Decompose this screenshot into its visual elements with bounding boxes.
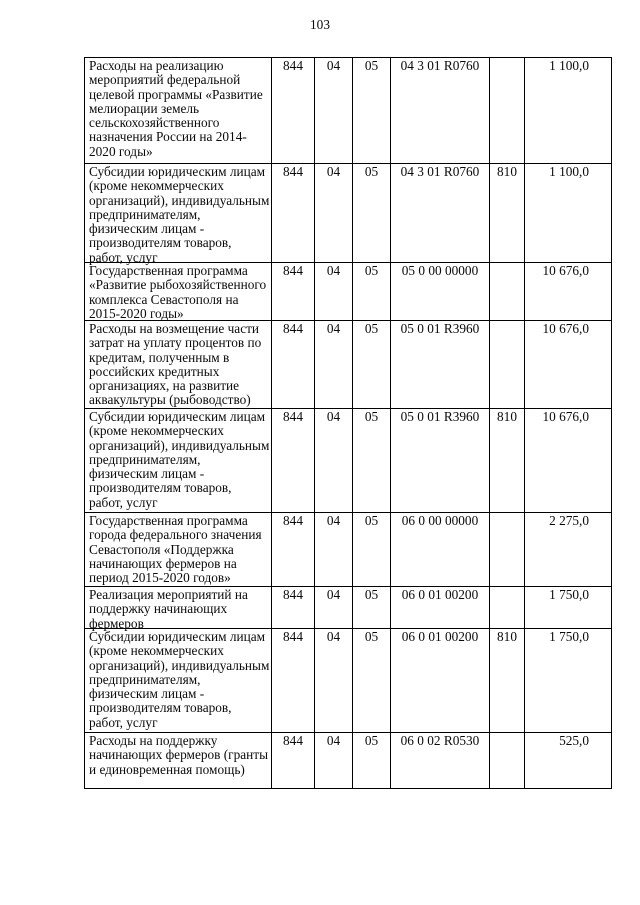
expense-type-code: 810 <box>490 409 525 512</box>
amount: 2 275,0 <box>525 513 612 586</box>
amount: 1 100,0 <box>525 58 612 163</box>
expense-type-code <box>490 587 525 628</box>
row-name: Расходы на поддержку начинающих фермеров (гранты и единовременная помощь) <box>85 733 272 788</box>
subsection-code: 05 <box>353 164 391 262</box>
subsection-code: 05 <box>353 587 391 628</box>
subsection-code: 05 <box>353 513 391 586</box>
expense-type-code <box>490 733 525 788</box>
target-article-code: 06 0 02 R0530 <box>391 733 490 788</box>
subsection-code: 05 <box>353 733 391 788</box>
ministry-code: 844 <box>272 587 315 628</box>
row-name: Субсидии юридическим лицам (кроме некоммерческих организаций), индивидуальным предпринимателям, физическим лицам - производителям товаров, работ, услуг <box>85 409 272 512</box>
amount: 10 676,0 <box>525 321 612 408</box>
amount: 10 676,0 <box>525 263 612 320</box>
table-row <box>85 513 612 587</box>
expense-type-code <box>490 321 525 408</box>
page-number: 103 <box>310 17 330 32</box>
section-code: 04 <box>315 513 353 586</box>
subsection-code: 05 <box>353 263 391 320</box>
target-article-code: 05 0 01 R3960 <box>391 409 490 512</box>
subsection-code: 05 <box>353 58 391 163</box>
ministry-code: 844 <box>272 409 315 512</box>
expense-type-code: 810 <box>490 164 525 262</box>
row-name: Государственная программа города федерального значения Севастополя «Поддержка начинающих фермеров на период 2015-2020 годов» <box>85 513 272 586</box>
ministry-code: 844 <box>272 58 315 163</box>
target-article-code: 05 0 00 00000 <box>391 263 490 320</box>
ministry-code: 844 <box>272 263 315 320</box>
section-code: 04 <box>315 321 353 408</box>
ministry-code: 844 <box>272 164 315 262</box>
table-row <box>85 263 612 321</box>
expense-type-code <box>490 263 525 320</box>
row-name: Субсидии юридическим лицам (кроме некоммерческих организаций), индивидуальным предпринимателям, физическим лицам - производителям товаров, работ, услуг <box>85 164 272 262</box>
section-code: 04 <box>315 629 353 732</box>
section-code: 04 <box>315 58 353 163</box>
table-row <box>85 587 612 629</box>
expense-type-code <box>490 513 525 586</box>
amount: 1 750,0 <box>525 629 612 732</box>
ministry-code: 844 <box>272 321 315 408</box>
section-code: 04 <box>315 164 353 262</box>
table-row <box>85 409 612 513</box>
section-code: 04 <box>315 263 353 320</box>
row-name: Расходы на реализацию мероприятий федеральной целевой программы «Развитие мелиорации земель сельскохозяйственного назначения России на 2014- 2020 годы» <box>85 58 272 163</box>
table-row <box>85 321 612 409</box>
budget-table <box>84 57 612 789</box>
target-article-code: 06 0 01 00200 <box>391 587 490 628</box>
row-name: Расходы на возмещение части затрат на уплату процентов по кредитам, полученным в российских кредитных организациях, на развитие аквакультуры (рыбоводство) <box>85 321 272 408</box>
table-row <box>85 164 612 263</box>
amount: 525,0 <box>525 733 612 788</box>
expense-type-code <box>490 58 525 163</box>
table-row <box>85 629 612 733</box>
table-row <box>85 58 612 164</box>
ministry-code: 844 <box>272 513 315 586</box>
row-name: Реализация мероприятий на поддержку начинающих фермеров <box>85 587 272 628</box>
expense-type-code: 810 <box>490 629 525 732</box>
subsection-code: 05 <box>353 409 391 512</box>
section-code: 04 <box>315 733 353 788</box>
section-code: 04 <box>315 409 353 512</box>
amount: 10 676,0 <box>525 409 612 512</box>
amount: 1 100,0 <box>525 164 612 262</box>
table-row <box>85 733 612 789</box>
target-article-code: 04 3 01 R0760 <box>391 58 490 163</box>
row-name: Субсидии юридическим лицам (кроме некоммерческих организаций), индивидуальным предпринимателям, физическим лицам - производителям товаров, работ, услуг <box>85 629 272 732</box>
subsection-code: 05 <box>353 321 391 408</box>
target-article-code: 06 0 01 00200 <box>391 629 490 732</box>
ministry-code: 844 <box>272 629 315 732</box>
subsection-code: 05 <box>353 629 391 732</box>
target-article-code: 05 0 01 R3960 <box>391 321 490 408</box>
target-article-code: 04 3 01 R0760 <box>391 164 490 262</box>
section-code: 04 <box>315 587 353 628</box>
target-article-code: 06 0 00 00000 <box>391 513 490 586</box>
ministry-code: 844 <box>272 733 315 788</box>
row-name: Государственная программа «Развитие рыбохозяйственного комплекса Севастополя на 2015-2020 годы» <box>85 263 272 320</box>
amount: 1 750,0 <box>525 587 612 628</box>
